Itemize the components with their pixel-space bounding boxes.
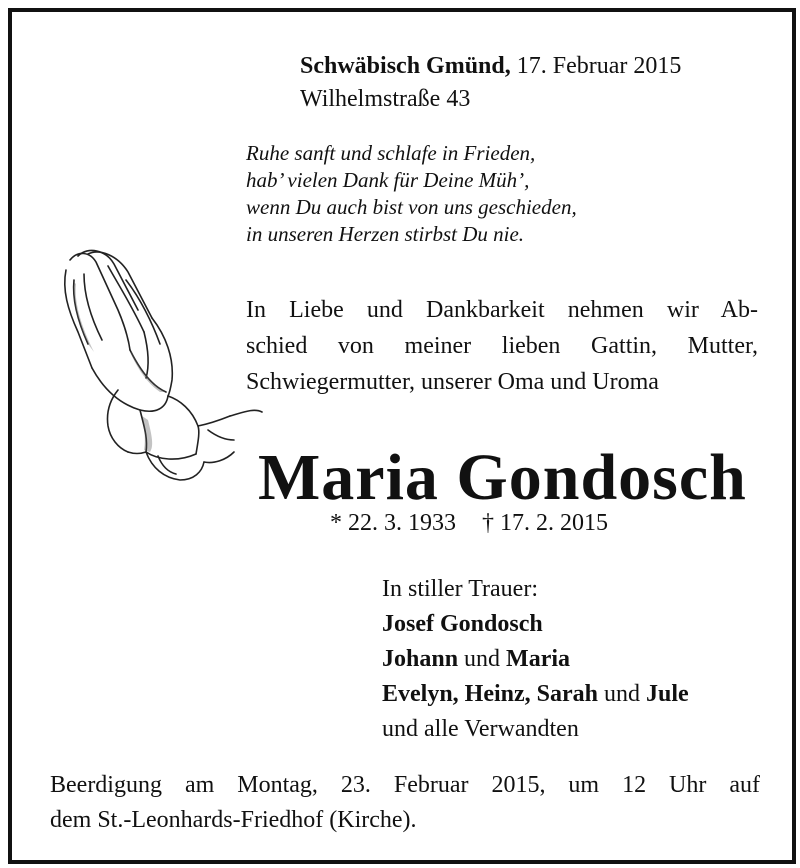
mourner-name: Evelyn, Heinz, Sarah [382,681,599,707]
mourners-heading: In stiller Trauer: [382,576,538,602]
notice-date: 17. Februar 2015 [516,53,682,79]
header [300,50,681,116]
obituary-notice [8,8,796,864]
intro-line: In Liebe und Dankbarkeit nehmen wir Ab- [246,297,758,323]
conjunction: und [458,646,507,672]
mourners [382,572,689,747]
funeral-line: dem St.-Leonhards-Friedhof (Kirche). [50,807,417,833]
poem-line: hab’ vielen Dank für Deine Müh’, [246,168,530,192]
poem-line: Ruhe sanft und schlafe in Frieden, [246,141,536,165]
birth-date: * 22. 3. 1933 [330,510,456,536]
life-dates [330,508,608,538]
funeral-info [50,768,760,838]
poem [246,140,577,248]
mourner-line: und alle Verwandten [382,716,579,742]
death-date: † 17. 2. 2015 [482,510,608,536]
street-address: Wilhelmstraße 43 [300,86,471,112]
poem-line: in unseren Herzen stirbst Du nie. [246,222,525,246]
intro-line: schied von meiner lieben Gattin, Mutter, [246,333,758,359]
praying-hands-icon [48,240,268,490]
intro-text [246,292,758,400]
funeral-line: Beerdigung am Montag, 23. Februar 2015, um 12 Uhr auf [50,772,760,798]
mourner-name: Jule [646,681,689,707]
intro-line: Schwiegermutter, unserer Oma und Uroma [246,369,659,395]
poem-line: wenn Du auch bist von uns geschieden, [246,195,577,219]
mourner-name: Johann [382,646,459,672]
place-date-line [300,50,681,83]
mourner-line [382,677,689,712]
city: Schwäbisch Gmünd, [300,53,511,79]
mourner-line [382,642,689,677]
mourner-name: Maria [506,646,571,672]
mourner-line: Josef Gondosch [382,611,543,637]
deceased-name: Maria Gondosch [258,441,747,514]
conjunction: und [598,681,647,707]
